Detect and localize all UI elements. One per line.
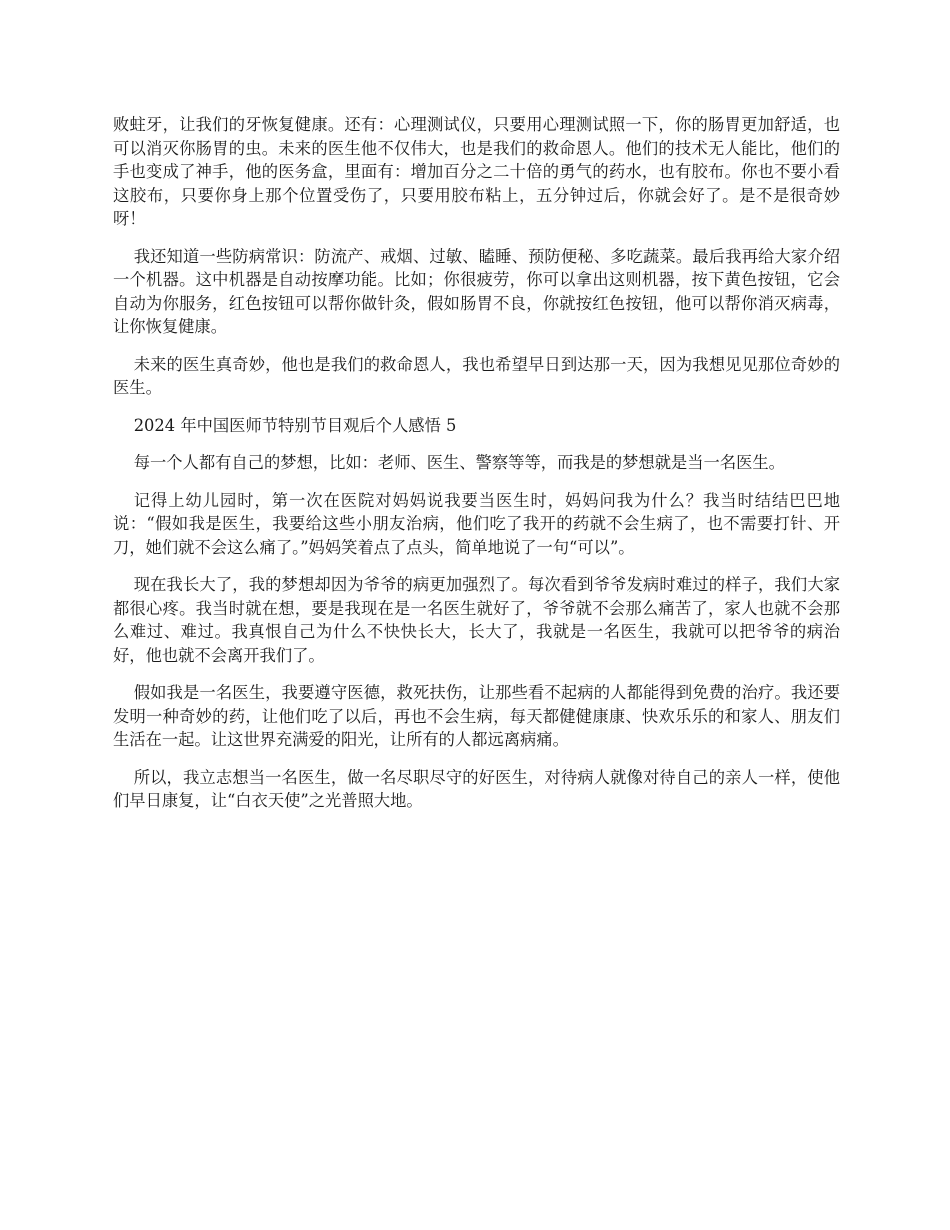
paragraph-2: 我还知道一些防病常识：防流产、戒烟、过敏、瞌睡、预防便秘、多吃蔬菜。最后我再给大家介绍一个机器。这中机器是自动按摩功能。比如；你很疲劳，你可以拿出这则机器，按下黄色按钮，它会自动为你服务，红色按钮可以帮你做针灸，假如肠胃不良，你就按红色按钮，他可以帮你消灭病毒，让你恢复健康。	[113, 246, 840, 336]
paragraph-8: 所以，我立志想当一名医生，做一名尽职尽守的好医生，对待病人就像对待自己的亲人一样，使他们早日康复，让“白衣天使”之光普照大地。	[113, 767, 840, 810]
paragraph-1: 败蛀牙，让我们的牙恢复健康。还有：心理测试仪，只要用心理测试照一下，你的肠胃更加舒适，也可以消灭你肠胃的虫。未来的医生他不仅伟大，也是我们的救命恩人。他们的技术无人能比，他们的手也变成了神手，他的医务盒，里面有：增加百分之二十倍的勇气的药水，也有胶布。你也不要小看这胶布，只要你身上那个位置受伤了，只要用胶布粘上，五分钟过后，你就会好了。是不是很奇妙呀！	[113, 115, 840, 228]
paragraph-7: 假如我是一名医生，我要遵守医德，救死扶伤，让那些看不起病的人都能得到免费的治疗。我还要发明一种奇妙的药，让他们吃了以后，再也不会生病，每天都健健康康、快欢乐乐的和家人、朋友们生活在一起。让这世界充满爱的阳光，让所有的人都远离病痛。	[113, 683, 840, 749]
paragraph-4: 每一个人都有自己的梦想，比如：老师、医生、警察等等，而我是的梦想就是当一名医生。	[133, 453, 785, 472]
paragraph-3: 未来的医生真奇妙，他也是我们的救命恩人，我也希望早日到达那一天，因为我想见见那位奇妙的医生。	[113, 354, 840, 397]
paragraph-5: 记得上幼儿园时，第一次在医院对妈妈说我要当医生时，妈妈问我为什么？我当时结结巴巴地说：“假如我是医生，我要给这些小朋友治病，他们吃了我开的药就不会生病了，也不需要打针、开刀，她们就不会这么痛了。”妈妈笑着点了点头，简单地说了一句“可以”。	[113, 490, 840, 557]
paragraph-6: 现在我长大了，我的梦想却因为爷爷的病更加强烈了。每次看到爷爷发病时难过的样子，我们大家都很心疼。我当时就在想，要是我现在是一名医生就好了，爷爷就不会那么痛苦了，家人也就不会那么难过、难过。我真恨自己为什么不快快长大，长大了，我就是一名医生，我就可以把爷爷的病治好，他也就不会离开我们了。	[113, 575, 840, 665]
section-heading: 2024 年中国医师节特别节目观后个人感悟 5	[133, 415, 457, 435]
document-page	[113, 113, 840, 827]
